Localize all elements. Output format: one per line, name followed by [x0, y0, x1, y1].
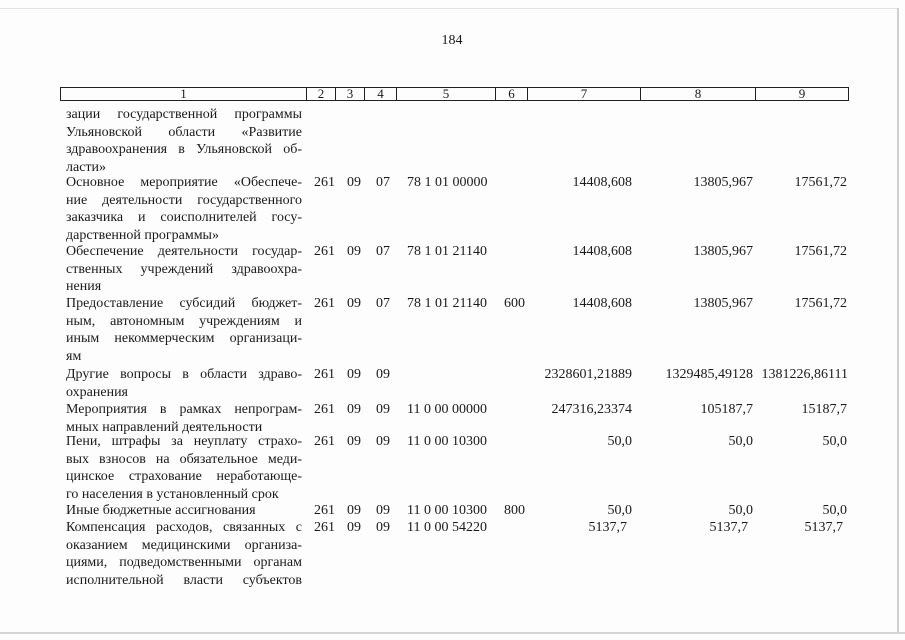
page-edge-bottom — [0, 632, 905, 634]
header-col-8: 8 — [640, 88, 755, 100]
cell-col-8: 13805,967 — [693, 244, 753, 259]
cell-col-2: 261 — [314, 503, 335, 518]
cell-col-5: 11 0 00 00000 — [407, 402, 487, 417]
cell-col-3: 09 — [347, 175, 361, 190]
row-name-line: Иные бюджетные ассигнования — [66, 503, 256, 518]
cell-col-7: 2328601,21889 — [544, 367, 632, 382]
cell-col-2: 261 — [314, 175, 335, 190]
cell-col-7: 14408,608 — [572, 244, 632, 259]
row-name-line: иным некоммерческим организаци- — [66, 331, 302, 347]
cell-col-2: 261 — [314, 520, 335, 535]
cell-col-2: 261 — [314, 244, 335, 259]
cell-col-7: 14408,608 — [572, 296, 632, 311]
cell-col-6: 600 — [504, 296, 525, 311]
header-col-5: 5 — [396, 88, 495, 100]
cell-col-9: 17561,72 — [794, 175, 847, 190]
row-name — [66, 366, 302, 401]
cell-col-8: 50,0 — [728, 503, 753, 518]
cell-col-8: 5137,7 — [709, 520, 748, 535]
cell-col-8: 1329485,49128 — [665, 367, 753, 382]
cell-col-4: 09 — [376, 402, 390, 417]
row-name-line: вых взносов на обязательное меди- — [66, 451, 302, 467]
row-name-line: мных направлений деятельности — [66, 419, 263, 435]
cell-col-4: 07 — [376, 244, 390, 259]
cell-col-3: 09 — [347, 244, 361, 259]
cell-col-8: 105187,7 — [700, 402, 753, 417]
cell-col-5: 78 1 01 00000 — [407, 175, 488, 190]
header-col-4: 4 — [364, 88, 396, 100]
cell-col-7: 50,0 — [607, 434, 632, 449]
cell-col-9: 5137,7 — [804, 520, 843, 535]
cell-col-4: 09 — [376, 520, 390, 535]
row-name — [66, 174, 302, 244]
row-name — [66, 243, 302, 296]
row-name-line: го населения в установленный срок — [66, 486, 279, 502]
cell-col-4: 09 — [376, 367, 390, 382]
row-name-line: Другие вопросы в области здраво- — [66, 367, 302, 382]
table-header — [60, 87, 849, 101]
header-col-7: 7 — [527, 88, 640, 100]
header-col-2: 2 — [306, 88, 335, 100]
row-name-line: Пени, штрафы за неуплату страхо- — [66, 434, 302, 449]
row-name — [66, 295, 302, 365]
cell-col-6: 800 — [504, 503, 525, 518]
cell-col-9: 50,0 — [822, 434, 847, 449]
cell-col-3: 09 — [347, 434, 361, 449]
cell-col-9: 15187,7 — [801, 402, 847, 417]
cell-col-2: 261 — [314, 296, 335, 311]
cell-col-5: 11 0 00 54220 — [407, 520, 487, 535]
cell-col-3: 09 — [347, 503, 361, 518]
row-name-line: Компенсация расходов, связанных с — [66, 520, 302, 535]
row-name-line: ным, автономным учреждениям и — [66, 313, 302, 329]
row-name-line: циями, подведомственными органам — [66, 555, 302, 571]
header-col-9: 9 — [755, 88, 848, 100]
cell-col-8: 13805,967 — [693, 296, 753, 311]
header-col-3: 3 — [335, 88, 364, 100]
row-name-line: заказчика и соисполнителей госу- — [66, 210, 302, 226]
page-edge-top — [0, 8, 899, 9]
row-name-line: Мероприятия в рамках непрограм- — [66, 402, 302, 417]
cell-col-5: 11 0 00 10300 — [407, 434, 487, 449]
cell-col-3: 09 — [347, 296, 361, 311]
row-name-line: исполнительной власти субъектов — [66, 572, 302, 588]
row-name — [66, 401, 302, 436]
row-name-line: Основное мероприятие «Обеспече- — [66, 175, 302, 190]
row-name-line: нения — [66, 279, 102, 295]
cell-col-2: 261 — [314, 434, 335, 449]
cell-col-4: 07 — [376, 296, 390, 311]
row-name-line: ласти» — [66, 159, 107, 175]
row-name-line: цинское страхование неработающе- — [66, 469, 302, 485]
cell-col-5: 11 0 00 10300 — [407, 503, 487, 518]
cell-col-4: 07 — [376, 175, 390, 190]
cell-col-4: 09 — [376, 503, 390, 518]
row-name — [66, 433, 302, 503]
cell-col-5: 78 1 01 21140 — [407, 296, 487, 311]
cell-col-9: 17561,72 — [794, 296, 847, 311]
cell-col-5: 78 1 01 21140 — [407, 244, 487, 259]
cell-col-3: 09 — [347, 520, 361, 535]
cell-col-9: 1381226,86111 — [761, 367, 848, 382]
row-name-line: Предоставление субсидий бюджет- — [66, 296, 302, 311]
cell-col-2: 261 — [314, 367, 335, 382]
cell-col-7: 5137,7 — [588, 520, 627, 535]
row-name — [66, 519, 302, 589]
row-name-line: Обеспечение деятельности государ- — [66, 244, 302, 259]
cell-col-7: 50,0 — [607, 503, 632, 518]
row-name — [66, 502, 302, 520]
cell-col-2: 261 — [314, 402, 335, 417]
row-name-line: ние деятельности государственного — [66, 192, 302, 208]
row-name-line: зации государственной программы — [66, 107, 302, 122]
page-edge-right — [897, 8, 899, 632]
row-name-line: ственных учреждений здравоохра- — [66, 261, 302, 277]
cell-col-8: 50,0 — [728, 434, 753, 449]
row-name-line: охранения — [66, 384, 128, 400]
cell-col-3: 09 — [347, 402, 361, 417]
row-name-line: здравоохранения в Ульяновской об- — [66, 142, 302, 158]
row-name-line: дарственной программы» — [66, 227, 219, 243]
cell-col-7: 247316,23374 — [551, 402, 632, 417]
cell-col-7: 14408,608 — [572, 175, 632, 190]
cell-col-4: 09 — [376, 434, 390, 449]
header-col-6: 6 — [495, 88, 527, 100]
header-col-1: 1 — [180, 86, 187, 101]
row-name — [66, 106, 302, 176]
row-name-line: Ульяновской области «Развитие — [66, 124, 302, 140]
cell-col-8: 13805,967 — [693, 175, 753, 190]
row-name-line: ям — [66, 348, 82, 364]
cell-col-9: 17561,72 — [794, 244, 847, 259]
cell-col-3: 09 — [347, 367, 361, 382]
cell-col-9: 50,0 — [822, 503, 847, 518]
row-name-line: оказанием медицинскими организа- — [66, 537, 302, 553]
page-number: 184 — [441, 33, 463, 48]
